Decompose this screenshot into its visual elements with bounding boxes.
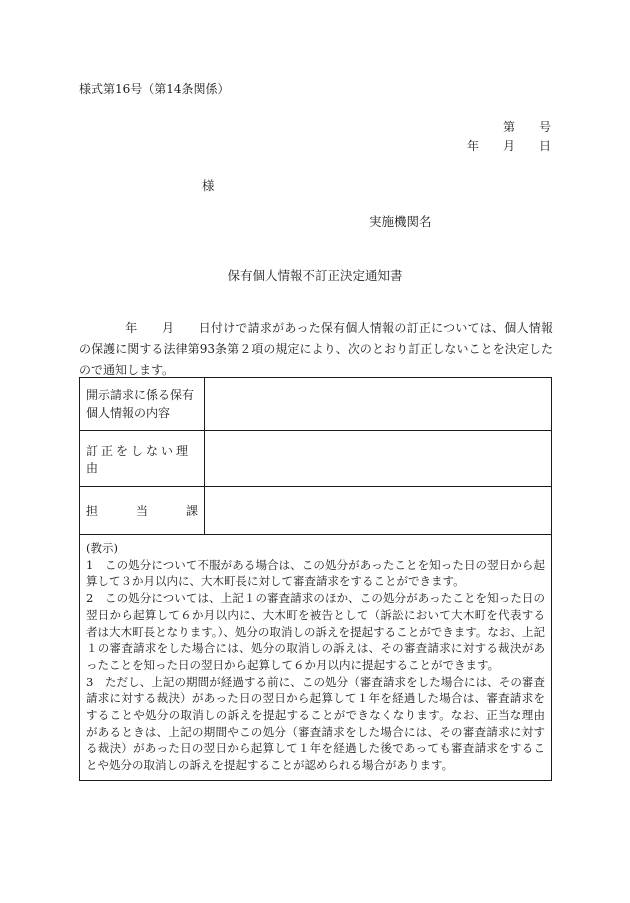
department-label-chars (86, 502, 198, 519)
notice-cell (80, 535, 552, 781)
document-number: 第 号 (502, 120, 551, 134)
document-title: 保有個人情報不訂正決定通知書 (227, 268, 403, 283)
form-number: 様式第16号（第14条関係） (79, 82, 230, 96)
notice-item-1: 1 この処分について不服がある場合は、この処分があったことを知った日の翌日から起算して３か月以内に、大木町長に対して審査請求をすることができます。 (86, 557, 545, 589)
addressee-suffix: 様 (202, 178, 215, 193)
table-row-department (80, 487, 552, 535)
decision-table (79, 377, 552, 781)
table-row-notice (80, 535, 552, 781)
department-char-3: 課 (185, 504, 198, 518)
notice-item-2: 2 この処分については、上記１の審査請求のほか、この処分があったことを知った日の翌日から起算して６か月以内に、大木町を被告として（訴訟において大木町を代表する者は大木町長となります。）、処分の取消しの訴えを提起することができます。なお、上記１の審査請求をした場合には、処分の取消しの訴えは、その審査請求に対する裁決があったことを知った日の翌日から起算して６か月以内に提起することができます。 (86, 591, 545, 672)
notice-heading: (教示) (86, 541, 118, 555)
table-row-content (80, 378, 552, 431)
reason-value (205, 431, 552, 487)
table-row-reason (80, 431, 552, 487)
notice-item-3: 3 ただし、上記の期間が経過する前に、この処分（審査請求をした場合には、その審査請求に対する裁決）があった日の翌日から起算して１年を経過した場合は、審査請求をすることや処分の取消しの訴えを提起することができなくなります。なお、正当な理由があるときは、上記の期間やこの処分（審査請求をした場合には、その審査請求に対する裁決）があった日の翌日から起算して１年を経過した後であっても審査請求をすることや処分の取消しの訴えを提起することが認められる場合があります。 (86, 674, 545, 773)
reason-label: 訂正をしない理由 (80, 431, 205, 487)
issuing-organization: 実施機関名 (369, 214, 432, 229)
content-label: 開示請求に係る保有個人情報の内容 (80, 378, 205, 431)
body-paragraph (79, 318, 553, 381)
department-label (80, 487, 205, 535)
body-paragraph-text: 年 月 日付けで請求があった保有個人情報の訂正については、個人情報の保護に関する法律第93条第２項の規定により、次のとおり訂正しないことを決定したので通知します。 (79, 321, 553, 377)
content-value (205, 378, 552, 431)
department-value (205, 487, 552, 535)
issue-date: 年 月 日 (466, 139, 551, 153)
department-char-1: 担 (86, 504, 99, 518)
department-char-2: 当 (135, 504, 148, 518)
